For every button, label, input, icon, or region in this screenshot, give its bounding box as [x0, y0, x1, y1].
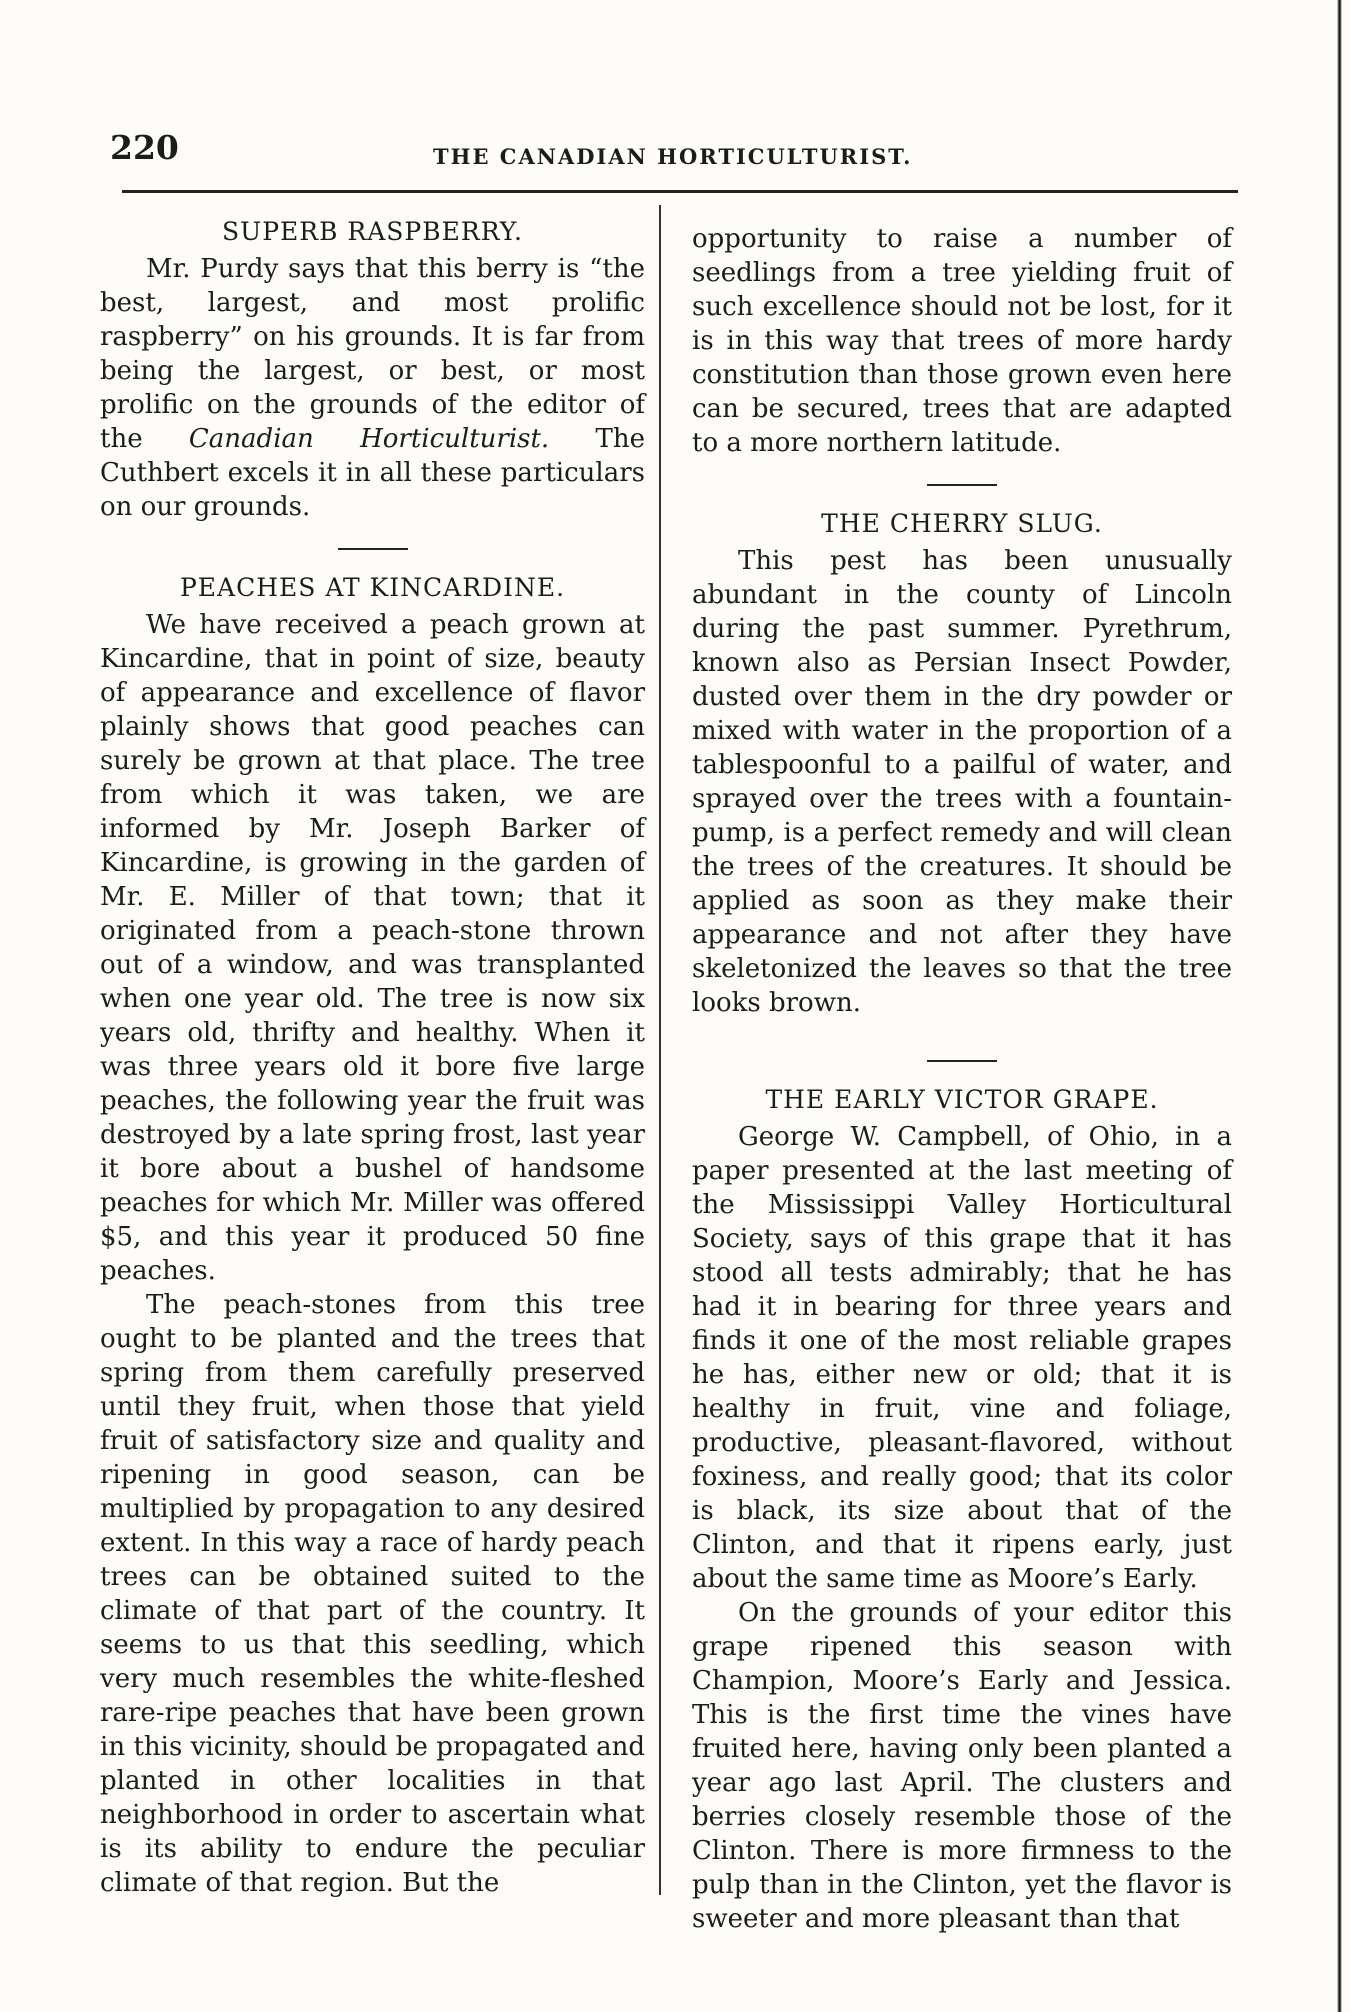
paragraph-continuation: opportunity to raise a number of seedlings from a tree yielding fruit of such excellence should not be lost, for it is in this way that trees of more hardy constitution than those grown even here can be secured, trees that are adapted to a more northern latitude.: [692, 224, 1232, 458]
running-title: THE CANADIAN HORTICULTURIST.: [433, 144, 913, 169]
paragraph-superb-raspberry: [100, 252, 645, 524]
paragraph-cherry-slug: This pest has been unusually abundant in the county of Lincoln during the past summer. Pyrethrum, known also as Persian Insect Powder, dusted over them in the dry powder or mixed with water in the proportion of a tablespoonful to a pailful of water, and sprayed over the trees with a fountain-pump, is a perfect remedy and will clean the trees of the creatures. It should be applied as soon as they make their appearance and not after they have skeletonized the leaves so that the tree looks brown.: [692, 546, 1232, 1018]
paragraph-peaches-1: We have received a peach grown at Kincardine, that in point of size, beauty of appearance and excellence of flavor plainly shows that good peaches can surely be grown at that place. The tree from which it was taken, we are informed by Mr. Joseph Barker of Kincardine, is growing in the garden of Mr. E. Miller of that town; that it originated from a peach-stone thrown out of a window, and was transplanted when one year old. The tree is now six years old, thrifty and healthy. When it was three years old it bore five large peaches, the following year the fruit was destroyed by a late spring frost, last year it bore about a bushel of handsome peaches for which Mr. Miller was offered $5, and this year it produced 50 fine peaches.: [100, 610, 645, 1286]
heading-cherry-slug: THE CHERRY SLUG.: [821, 509, 1103, 538]
page-edge: [1337, 0, 1342, 2012]
section-separator: [927, 1060, 997, 1062]
heading-superb-raspberry: SUPERB RASPBERRY.: [222, 217, 523, 246]
section-separator: [338, 548, 408, 550]
section-separator: [927, 484, 997, 486]
column-rule: [659, 205, 661, 1895]
page-number: 220: [110, 128, 179, 167]
heading-peaches: PEACHES AT KINCARDINE.: [179, 573, 566, 602]
header-rule: [122, 190, 1238, 193]
paragraph-grape-2: On the grounds of your editor this grape ripened this season with Champion, Moore’s Early and Jessica. This is the first time the vines have fruited here, having only been planted a year ago last April. The clusters and berries closely resemble those of the Clinton. There is more firmness to the pulp than in the Clinton, yet the flavor is sweeter and more pleasant than that: [692, 1598, 1232, 1934]
page-header: [108, 128, 1238, 184]
heading-early-victor-grape: THE EARLY VICTOR GRAPE.: [765, 1085, 1159, 1114]
paragraph-grape-1: George W. Campbell, of Ohio, in a paper presented at the last meeting of the Mississippi Valley Horticultural Society, says of this grape that it has stood all tests admirably; that he has had it in bearing for three years and finds it one of the most reliable grapes he has, either new or old; that it is healthy in fruit, vine and foliage, productive, pleasant-flavored, without foxiness, and really good; that its color is black, its size about that of the Clinton, and that it ripens early, just about the same time as Moore’s Early.: [692, 1122, 1232, 1594]
text-run: The Cuthbert excels it in all these particulars on our grounds.: [100, 424, 645, 522]
right-column: [692, 222, 1232, 1936]
text-run: Mr. Purdy says that this berry is “the best, largest, and most prolific raspberry” on his grounds. It is far from being the largest, or best, or most prolific on the grounds of the editor of the: [100, 254, 645, 454]
left-column: [100, 216, 645, 1900]
paragraph-peaches-2: The peach-stones from this tree ought to be planted and the trees that spring from them carefully preserved until they fruit, when those that yield fruit of satisfactory size and quality and ripening in good season, can be multiplied by propagation to any desired extent. In this way a race of hardy peach trees can be obtained suited to the climate of that part of the country. It seems to us that this seedling, which very much resembles the white-fleshed rare-ripe peaches that have been grown in this vicinity, should be propagated and planted in other localities in that neighborhood in order to ascertain what is its ability to endure the peculiar climate of that region. But the: [100, 1290, 645, 1898]
italic-title: Canadian Horticulturist.: [188, 424, 550, 454]
